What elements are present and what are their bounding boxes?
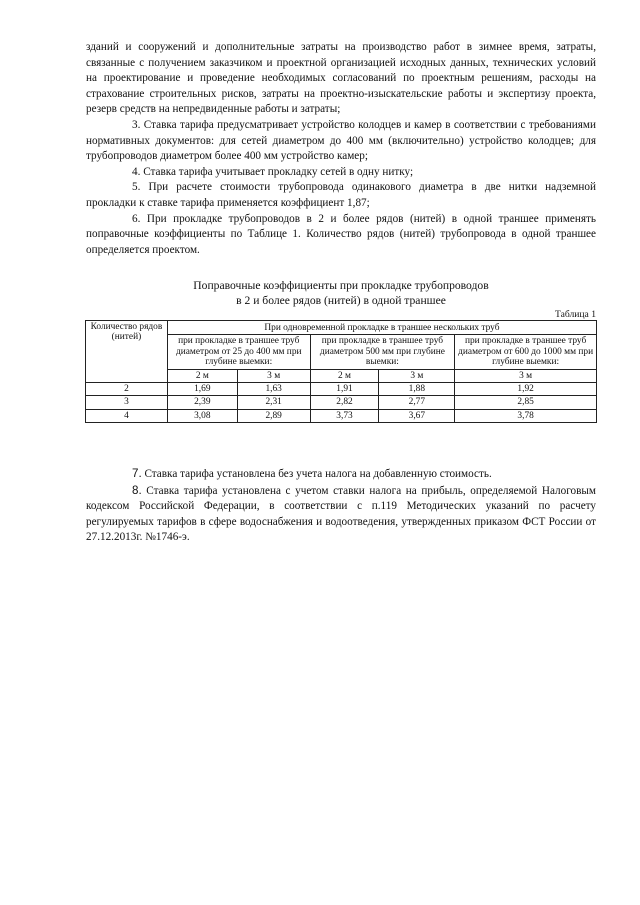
coefficient-cell: 1,63 — [237, 383, 310, 396]
depth-header: 2 м — [310, 369, 379, 382]
table-caption-line-2: в 2 и более рядов (нитей) в одной траншее — [236, 294, 446, 307]
table-caption-line-1: Поправочные коэффициенты при прокладке трубопроводов — [193, 279, 489, 292]
group-header-600-1000: при прокладке в траншее труб диаметром от 600 до 1000 мм при глубине выемки: — [455, 335, 597, 369]
coefficient-cell: 2,77 — [379, 396, 455, 409]
coefficient-cell: 2,85 — [455, 396, 597, 409]
coefficient-cell: 2,31 — [237, 396, 310, 409]
text-block-top — [86, 40, 596, 258]
paragraph-8-number: 8. — [132, 483, 142, 497]
group-header-25-400: при прокладке в траншее труб диаметром от 25 до 400 мм при глубине выемки: — [167, 335, 310, 369]
paragraph-4: 4. Ставка тарифа учитывает прокладку сетей в одну нитку; — [132, 165, 414, 178]
depth-header: 2 м — [167, 369, 237, 382]
text-block-bottom — [86, 466, 596, 546]
depth-header: 3 м — [455, 369, 597, 382]
coefficients-table — [85, 320, 597, 423]
row-count-cell: 2 — [86, 383, 168, 396]
paragraph-7-text: Ставка тарифа установлена без учета налога на добавленную стоимость. — [141, 468, 492, 480]
row-count-cell: 3 — [86, 396, 168, 409]
paragraph-7-number: 7. — [132, 467, 142, 480]
paragraph-6: 6. При прокладке трубопроводов в 2 и более рядов (нитей) в одной траншее применять поправочные коэффициенты по Таблице 1. Количество рядов (нитей) трубопровода в одной траншее определяется проектом. — [86, 212, 596, 256]
coefficient-cell: 1,91 — [310, 383, 379, 396]
depth-header: 3 м — [237, 369, 310, 382]
depth-header: 3 м — [379, 369, 455, 382]
paragraph-8 — [86, 483, 596, 546]
coefficient-cell: 3,78 — [455, 409, 597, 422]
paragraph-continuation: зданий и сооружений и дополнительные затраты на производство работ в зимнее время, затраты, связанные с получением заказчиком и проектной организацией исходных данных, технических условий на проектирование и проведение необходимых согласований по проектным решениям, расходы на страхование строительных рисков, затраты на проектно-изыскательские работы и экспертизу проекта, резерв средств на непредвиденные работы и затраты; — [86, 41, 596, 116]
coefficient-cell: 1,92 — [455, 383, 597, 396]
coefficient-cell: 3,73 — [310, 409, 379, 422]
coefficient-cell: 2,39 — [167, 396, 237, 409]
paragraph-5: 5. При расчете стоимости трубопровода одинакового диаметра в две нитки надземной прокладки к ставке тарифа применяется коэффициент 1,87; — [86, 181, 596, 209]
coefficient-cell: 3,08 — [167, 409, 237, 422]
table-header-row-1 — [86, 321, 597, 335]
table-row — [86, 396, 597, 409]
table-row — [86, 409, 597, 422]
coefficient-cell: 1,88 — [379, 383, 455, 396]
coefficient-cell: 2,82 — [310, 396, 379, 409]
coefficient-cell: 1,69 — [167, 383, 237, 396]
coefficient-cell: 2,89 — [237, 409, 310, 422]
span-header: При одновременной прокладке в траншее нескольких труб — [167, 321, 596, 335]
row-count-cell: 4 — [86, 409, 168, 422]
group-header-500: при прокладке в траншее труб диаметром 500 мм при глубине выемки: — [310, 335, 455, 369]
table-label: Таблица 1 — [554, 309, 596, 320]
paragraph-7 — [86, 466, 596, 483]
table-caption — [86, 278, 596, 308]
paragraph-8-text: Ставка тарифа установлена с учетом ставки налога на прибыль, определяемой Налоговым кодексом Российской Федерации, в соответствии с п.119 Методических указаний по расчету регулируемых тарифов в сфере водоснабжения и водоотведения, утвержденных приказом ФСТ России от 27.12.2013г. №1746-э. — [86, 484, 596, 544]
paragraph-3: 3. Ставка тарифа предусматривает устройство колодцев и камер в соответствии с требованиями нормативных документов: для сетей диаметром до 400 мм (включительно) устройство колодцев; для трубопроводов диаметром более 400 мм устройство камер; — [86, 118, 596, 163]
row-count-header: Количество рядов (нитей) — [86, 321, 168, 383]
coefficient-cell: 3,67 — [379, 409, 455, 422]
table-row — [86, 383, 597, 396]
